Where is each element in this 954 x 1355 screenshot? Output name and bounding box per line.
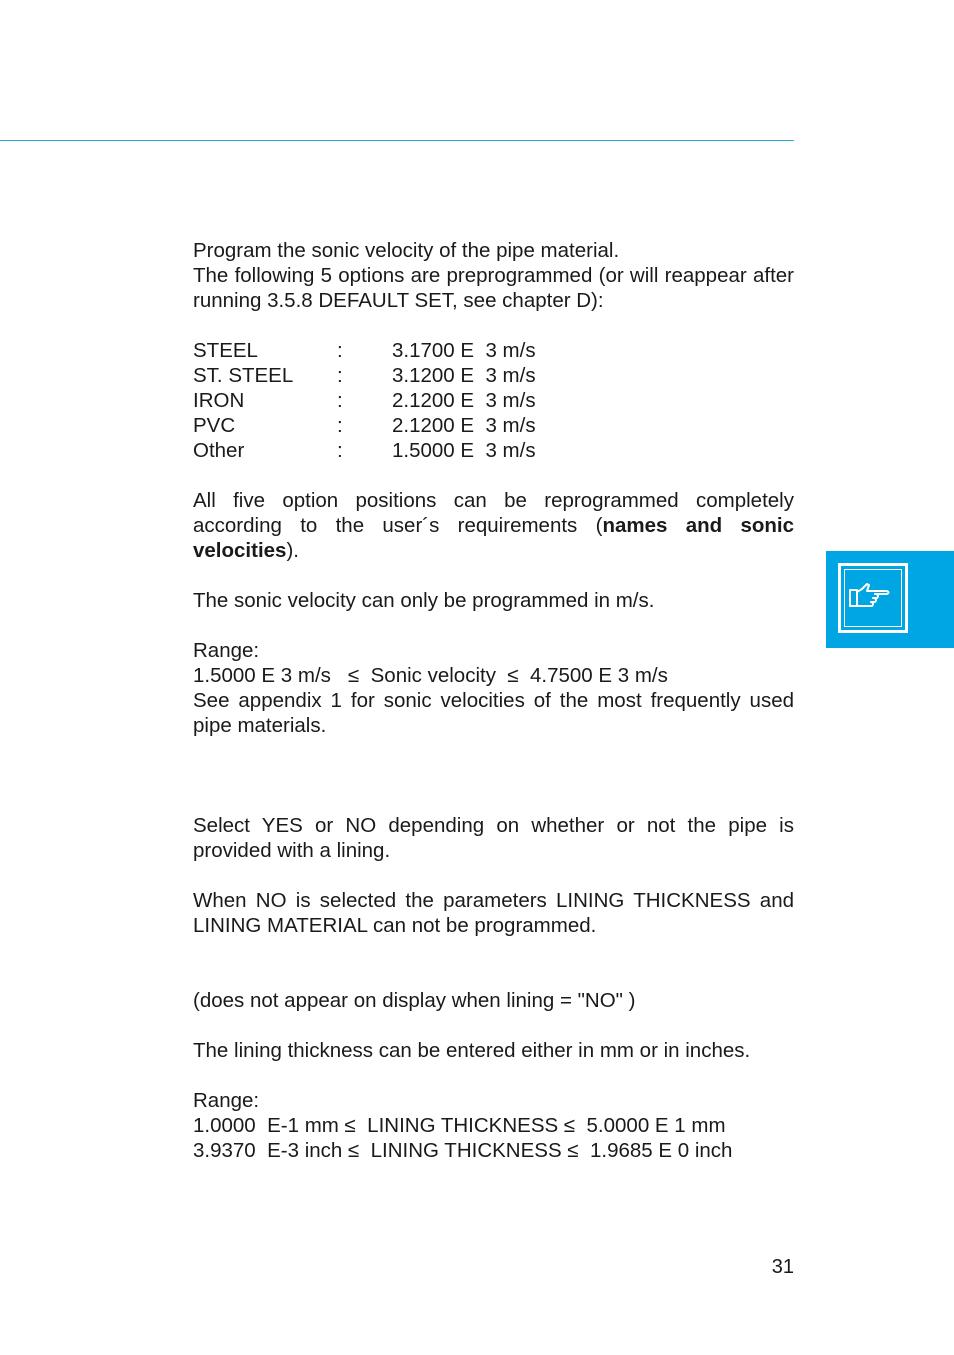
material-value: 3.1700 E 3 m/s (392, 339, 536, 362)
reprogram-end: ). (286, 539, 299, 562)
material-value: 2.1200 E 3 m/s (392, 414, 536, 437)
material-name: STEEL (193, 339, 258, 362)
material-sep: : (337, 339, 343, 362)
thickness-units-text: The lining thickness can be entered either in mm or in inches. (193, 1039, 751, 1062)
material-name: IRON (193, 389, 245, 412)
intro-line-2: The following 5 options are preprogrammed (or will reappear after running 3.5.8 DEFAULT SET, see chapter D): (193, 264, 794, 312)
material-value: 2.1200 E 3 m/s (392, 389, 536, 412)
material-sep: : (337, 364, 343, 387)
appendix-note: See appendix 1 for sonic velocities of the most frequently used pipe materials. (193, 689, 794, 737)
range-formula: 1.5000 E 3 m/s ≤ Sonic velocity ≤ 4.7500 E 3 m/s (193, 664, 668, 687)
material-sep: : (337, 389, 343, 412)
material-name: ST. STEEL (193, 364, 294, 387)
table-row (193, 438, 794, 463)
table-row (193, 413, 794, 438)
thickness-display-note: (does not appear on display when lining = "NO" ) (193, 989, 636, 1012)
material-value: 3.1200 E 3 m/s (392, 364, 536, 387)
thickness-range-label: Range: (193, 1089, 260, 1112)
reprogram-bold: names and sonic velocities (193, 514, 794, 562)
chapter-tab (826, 551, 954, 648)
material-name: Other (193, 439, 245, 462)
tab-icon-frame (838, 563, 908, 633)
unit-note: The sonic velocity can only be programmed in m/s. (193, 589, 655, 612)
materials-table (193, 338, 794, 463)
range-label: Range: (193, 639, 260, 662)
page-content (193, 238, 794, 1163)
table-row (193, 388, 794, 413)
material-name: PVC (193, 414, 236, 437)
reprogram-text: All five option positions can be reprogrammed completely according to the user´s requirements ( (193, 489, 794, 537)
table-row (193, 363, 794, 388)
thickness-range-mm: 1.0000 E-1 mm ≤ LINING THICKNESS ≤ 5.0000 E 1 mm (193, 1114, 726, 1137)
page-number: 31 (771, 1256, 794, 1278)
material-sep: : (337, 414, 343, 437)
table-row (193, 338, 794, 363)
header-rule (0, 140, 794, 141)
lining-select-text: Select YES or NO depending on whether or not the pipe is provided with a lining. (193, 814, 794, 862)
material-sep: : (337, 439, 343, 462)
intro-line-1: Program the sonic velocity of the pipe material. (193, 239, 620, 262)
thickness-range-inch: 3.9370 E-3 inch ≤ LINING THICKNESS ≤ 1.9685 E 0 inch (193, 1139, 733, 1162)
reprogram-paragraph (193, 488, 794, 563)
pointing-hand-icon (847, 576, 893, 616)
lining-no-text: When NO is selected the parameters LINING THICKNESS and LINING MATERIAL can not be programmed. (193, 889, 794, 937)
material-value: 1.5000 E 3 m/s (392, 439, 536, 462)
